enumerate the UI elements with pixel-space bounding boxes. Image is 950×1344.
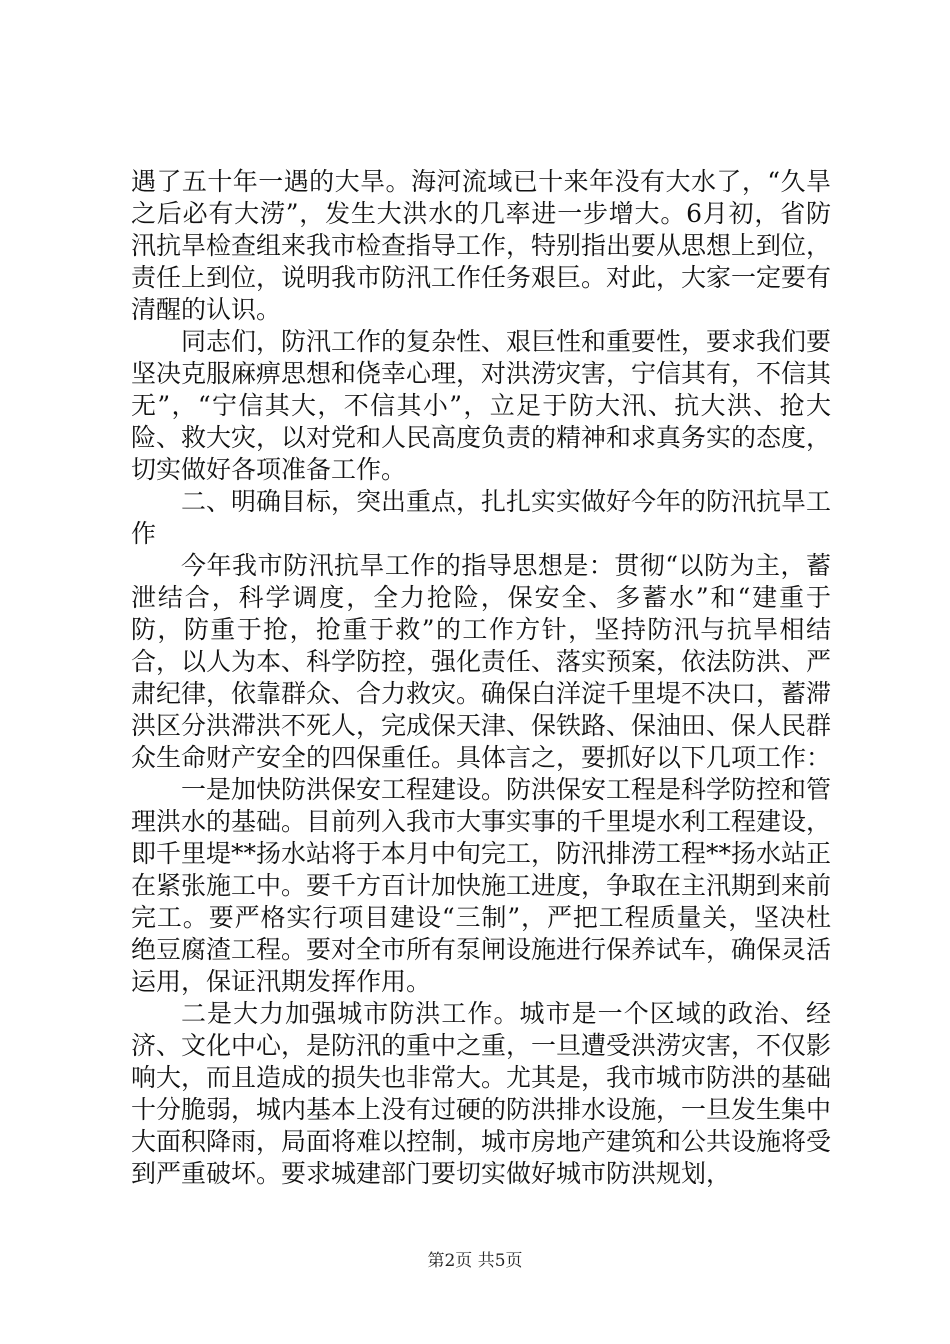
document-body	[131, 166, 831, 1190]
paragraph-continued: 遇了五十年一遇的大旱。海河流域已十来年没有大水了，“久旱之后必有大涝”，发生大洪水的几率进一步增大。6月初，省防汛抗旱检查组来我市检查指导工作，特别指出要从思想上到位，责任上到位，说明我市防汛工作任务艰巨。对此，大家一定要有清醒的认识。	[131, 167, 832, 324]
page-number-footer: 第2页 共5页	[427, 1251, 523, 1271]
paragraph: 二是大力加强城市防洪工作。城市是一个区域的政治、经济、文化中心，是防汛的重中之重，一旦遭受洪涝灾害，不仅影响大，而且造成的损失也非常大。尤其是，我市城市防洪的基础十分脆弱，城内基本上没有过硬的防洪排水设施，一旦发生集中大面积降雨，局面将难以控制，城市房地产建筑和公共设施将受到严重破坏。要求城建部门要切实做好城市防洪规划，	[131, 999, 832, 1188]
section-heading: 二、明确目标，突出重点，扎扎实实做好今年的防汛抗旱工作	[131, 487, 832, 548]
paragraph: 一是加快防洪保安工程建设。防洪保安工程是科学防控和管理洪水的基础。目前列入我市大事实事的千里堤水利工程建设，即千里堤**扬水站将于本月中旬完工，防汛排涝工程**扬水站正在紧张施工中。要千方百计加快施工进度，争取在主汛期到来前完工。要严格实行项目建设“三制”，严把工程质量关，坚决杜绝豆腐渣工程。要对全市所有泵闸设施进行保养试车，确保灵活运用，保证汛期发挥作用。	[131, 775, 832, 996]
paragraph: 今年我市防汛抗旱工作的指导思想是：贯彻“以防为主，蓄泄结合，科学调度，全力抢险，保安全、多蓄水”和“建重于防，防重于抢，抢重于救”的工作方针，坚持防汛与抗旱相结合，以人为本、科学防控，强化责任、落实预案，依法防洪、严肃纪律，依靠群众、合力救灾。确保白洋淀千里堤不决口，蓄滞洪区分洪滞洪不死人，完成保天津、保铁路、保油田、保人民群众生命财产安全的四保重任。具体言之，要抓好以下几项工作：	[131, 551, 832, 772]
paragraph: 同志们，防汛工作的复杂性、艰巨性和重要性，要求我们要坚决克服麻痹思想和侥幸心理，对洪涝灾害，宁信其有，不信其无”，“宁信其大，不信其小”，立足于防大汛、抗大洪、抢大险、救大灾，以对党和人民高度负责的精神和求真务实的态度，切实做好各项准备工作。	[131, 327, 832, 484]
